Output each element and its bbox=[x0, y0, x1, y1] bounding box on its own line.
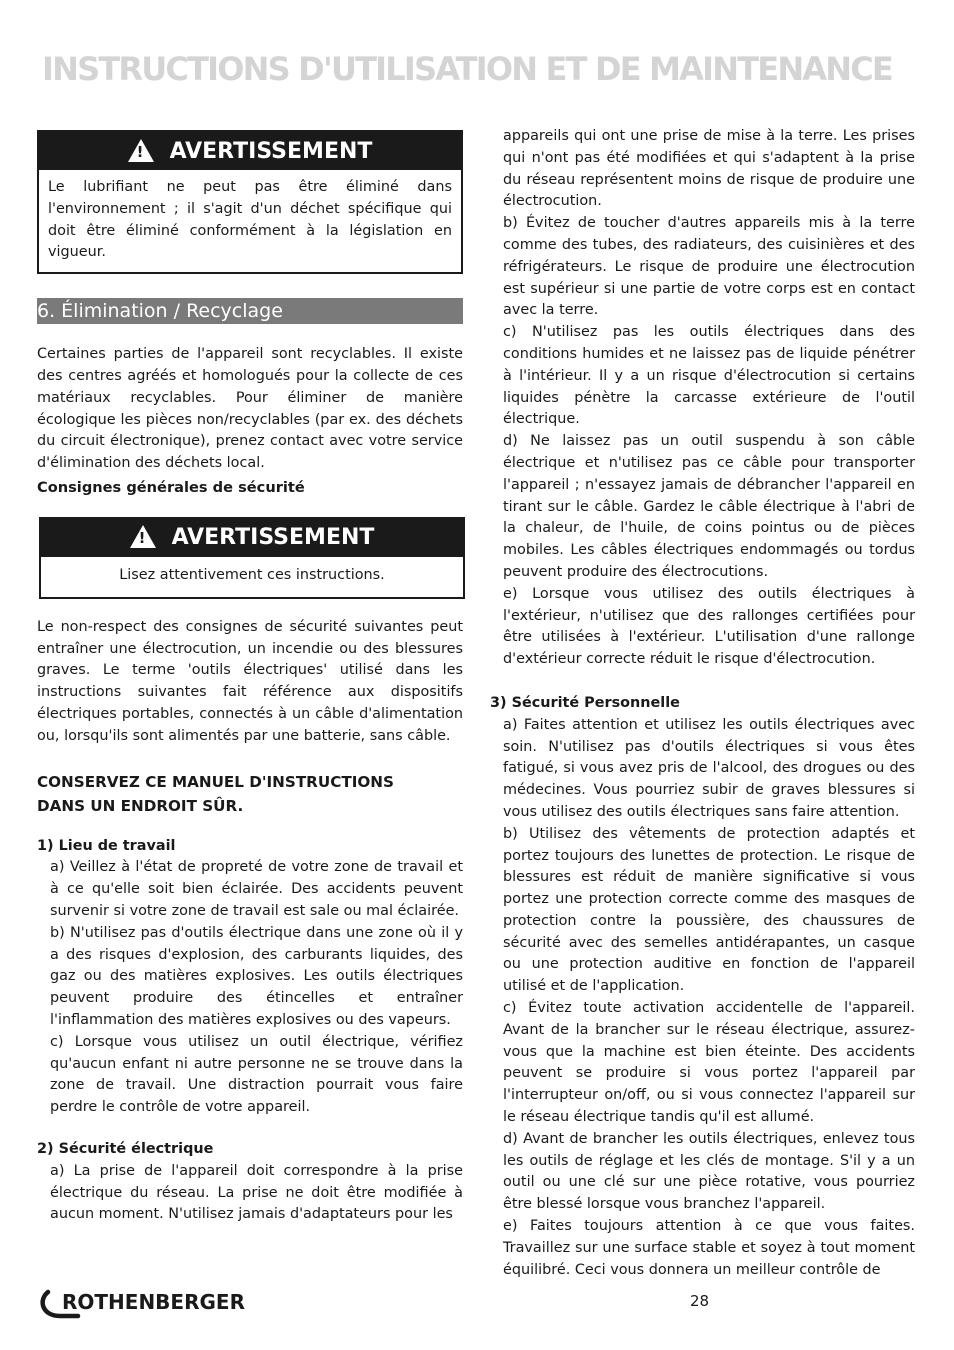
personal-item-d: d) Avant de brancher les outils électriques, enlevez tous les outils de réglage et les clés de montage. S'il y a un outil ou une clé sur une pièce rotative, vous pourriez être blessé lorsque vous branchez l'appareil. bbox=[503, 1130, 915, 1213]
safety-intro-paragraph: Le non-respect des consignes de sécurité suivantes peut entraîner une électrocution, un incendie ou des blessures graves. Le terme 'outils électriques' utilisé dans les instructions suivantes fait référence aux dispositifs électriques portables, connectés à un câble d'alimentation ou, lorsqu'ils sont alimentés par une batterie, sans câble. bbox=[37, 618, 463, 744]
warning-triangle-icon: ! bbox=[128, 139, 154, 162]
left-column bbox=[37, 130, 463, 1226]
disposal-paragraph: Certaines parties de l'appareil sont recyclables. Il existe des centres agréés et homologués pour la collecte de ces matériaux recyclables. Pour éliminer de manière écologique les pièces non/recyclables (par ex. des déchets du circuit électronique), prenez contact avec votre service d'élimination des déchets local. bbox=[37, 346, 463, 472]
personal-item-b: b) Utilisez des vêtements de protection adaptés et portez toujours des lunettes de protection. Le risque de blessures est réduit de manière significative si vous portez une protection correcte comme des masques de protection contre la poussière, des chaussures de sécurité avec des semelles antidérapantes, un casque ou une protection auditive en fonction de l'appareil utilisé et de l'application. bbox=[503, 825, 915, 995]
personal-item-c: c) Évitez toute activation accidentelle de l'appareil. Avant de la brancher sur le réseau électrique, assurez-vous que la machine est bien éteinte. Des accidents peuvent se produire si vous portez l'appareil par l'interrupteur on/off, ou si vous connectez l'appareil sur le réseau électrique tandis qu'il est allumé. bbox=[503, 1000, 915, 1126]
electrical-item-a: a) La prise de l'appareil doit correspondre à la prise électrique du réseau. La prise ne doit être modifiée à aucun moment. N'utilisez jamais d'adaptateurs pour les bbox=[50, 1162, 463, 1223]
warning-title: AVERTISSEMENT bbox=[169, 138, 373, 164]
warning-header bbox=[41, 519, 463, 557]
personal-item-a: a) Faites attention et utilisez les outils électriques avec soin. N'utilisez pas d'outils électriques si vous êtes fatigué, si vous avez pris de l'alcool, des drogues ou des médecines. Vous pourriez subir de graves blessures si vous utilisez des outils électriques sans faire attention. bbox=[503, 716, 915, 820]
right-column bbox=[490, 126, 915, 1281]
electrical-item-c: c) N'utilisez pas les outils électriques dans des conditions humides et ne laissez pas de liquide pénétrer à l'intérieur. Il y a un risque d'électrocution si certains liquides pénètre la carcasse extérieure de l'outil électrique. bbox=[503, 324, 915, 428]
workplace-items bbox=[37, 857, 463, 1119]
logo-text: ROTHENBERGER bbox=[62, 1290, 245, 1314]
workplace-heading: 1) Lieu de travail bbox=[37, 837, 176, 854]
safety-heading: Consignes générales de sécurité bbox=[37, 478, 305, 496]
warning-box-lubricant bbox=[37, 130, 463, 274]
electrical-item-b: b) Évitez de toucher d'autres appareils mis à la terre comme des tubes, des radiateurs, des cuisinières et des réfrigérateurs. Le risque de produire une électrocution est supérieur si une partie de votre corps est en contact avec la terre. bbox=[503, 215, 915, 319]
workplace-item-a: a) Veillez à l'état de propreté de votre zone de travail et à ce qu'elle soit bien éclairée. Des accidents peuvent survenir si votre zone de travail est sale ou mal éclairée. bbox=[50, 859, 463, 919]
workplace-item-c: c) Lorsque vous utilisez un outil électrique, vérifiez qu'aucun enfant ni autre personne ne se trouve dans la zone de travail. Une distraction pourrait vous faire perdre le contrôle de votre appareil. bbox=[50, 1033, 463, 1116]
warning-text: Le lubrifiant ne peut pas être éliminé dans l'environnement ; il s'agit d'un déchet spécifique qui doit être éliminé conformément à la législation en vigueur. bbox=[48, 179, 452, 261]
warning-box-read-instructions bbox=[39, 517, 465, 599]
personal-items bbox=[490, 715, 915, 1282]
rothenberger-logo bbox=[38, 1286, 268, 1320]
warning-header bbox=[39, 132, 461, 170]
electrical-items bbox=[37, 1161, 463, 1226]
warning-title: AVERTISSEMENT bbox=[171, 525, 375, 551]
workplace-item-b: b) N'utilisez pas d'outils électrique dans une zone où il y a des risques d'explosion, des carburants liquides, des gaz ou des matières explosives. Les outils électriques peuvent produire des étincelles et entraîner l'inflammation des matières explosives ou des vapeurs. bbox=[50, 924, 463, 1028]
section-heading-disposal: 6. Élimination / Recyclage bbox=[37, 298, 463, 324]
personal-safety-heading: 3) Sécurité Personnelle bbox=[490, 694, 680, 711]
electrical-item-e: e) Lorsque vous utilisez des outils électriques à l'extérieur, n'utilisez que des rallonges certifiées pour être utilisées à l'extérieur. L'utilisation d'une rallonge d'extérieur correcte réduit le risque d'électrocution. bbox=[503, 585, 915, 668]
electrical-item-a-continued: appareils qui ont une prise de mise à la terre. Les prises qui n'ont pas été modifiées et qui s'adaptent à la prise du réseau représentent moins de risque de produire une électrocution. bbox=[503, 128, 915, 210]
warning-text: Lisez attentivement ces instructions. bbox=[119, 566, 385, 583]
electrical-item-d: d) Ne laissez pas un outil suspendu à son câble électrique et n'utilisez pas ce câble pour transporter l'appareil ; n'essayez jamais de débrancher l'appareil en tirant sur le câble. Gardez le câble électrique à l'abri de la chaleur, de l'huile, de coins pointus ou de pièces mobiles. Les câbles électriques endommagés ou tordus peuvent produire des électrocutions. bbox=[503, 433, 915, 580]
page-number: 28 bbox=[690, 1292, 710, 1310]
electrical-safety-heading: 2) Sécurité électrique bbox=[37, 1140, 214, 1157]
personal-item-e: e) Faites toujours attention à ce que vous faites. Travaillez sur une surface stable et soyez à tout moment équilibré. Ceci vous donnera un meilleur contrôle de bbox=[503, 1218, 915, 1278]
keep-manual-heading: CONSERVEZ CE MANUEL D'INSTRUCTIONS DANS UN ENDROIT SÛR. bbox=[37, 772, 394, 815]
electrical-items-continued bbox=[490, 126, 915, 671]
page-title: INSTRUCTIONS D'UTILISATION ET DE MAINTENANCE bbox=[42, 50, 892, 88]
warning-triangle-icon: ! bbox=[130, 525, 156, 548]
